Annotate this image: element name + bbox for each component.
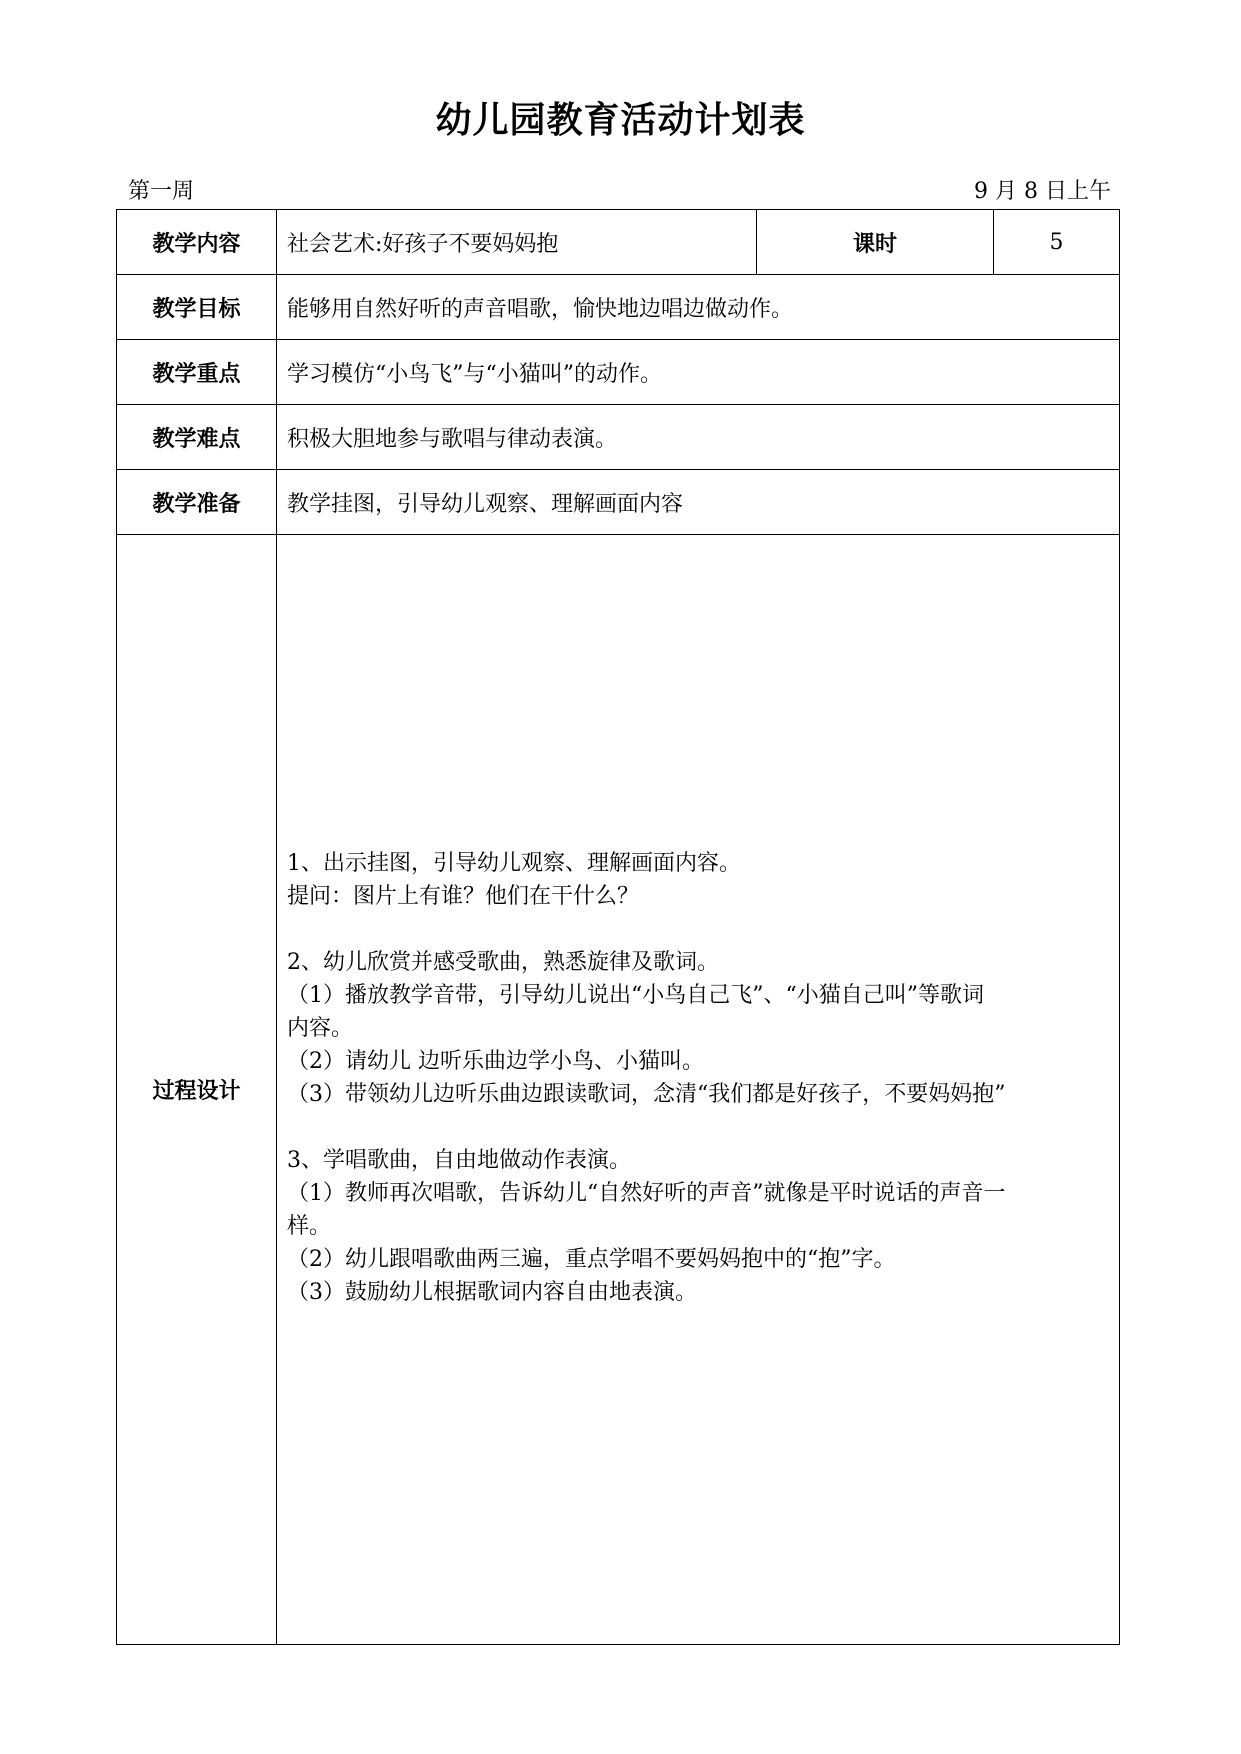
content-label: 教学内容 <box>117 210 277 275</box>
row-content <box>117 210 1120 275</box>
process-body <box>287 535 1111 1309</box>
process-line: （2）请幼儿 边听乐曲边学小鸟、小猫叫。 <box>287 1049 704 1074</box>
row-goal <box>117 275 1120 340</box>
process-line: 内容。 <box>287 1016 354 1041</box>
process-line: 提问：图片上有谁？他们在干什么？ <box>287 884 640 909</box>
process-line: （3）带领幼儿边听乐曲边跟读歌词，念清“我们都是好孩子，不要妈妈抱” <box>287 1082 1006 1107</box>
process-line: 样。 <box>287 1214 332 1239</box>
prep-label: 教学准备 <box>117 470 277 535</box>
process-line: 2、幼儿欣赏并感受歌曲，熟悉旋律及歌词。 <box>287 950 719 975</box>
prep-value: 教学挂图，引导幼儿观察、理解画面内容 <box>277 470 1120 535</box>
row-focus <box>117 340 1120 405</box>
row-prep <box>117 470 1120 535</box>
row-difficulty <box>117 405 1120 470</box>
row-process <box>117 535 1120 1645</box>
process-line: （1）播放教学音带，引导幼儿说出“小鸟自己飞”、“小猫自己叫”等歌词 <box>287 983 984 1008</box>
goal-label: 教学目标 <box>117 275 277 340</box>
process-blank-line <box>287 1111 1111 1144</box>
difficulty-value: 积极大胆地参与歌唱与律动表演。 <box>277 405 1120 470</box>
focus-value: 学习模仿“小鸟飞”与“小猫叫”的动作。 <box>277 340 1120 405</box>
focus-label: 教学重点 <box>117 340 277 405</box>
hours-label: 课时 <box>757 210 994 275</box>
process-cell <box>277 535 1120 1645</box>
week-label: 第一周 <box>128 179 195 204</box>
hours-value: 5 <box>994 210 1120 275</box>
process-line: （2）幼儿跟唱歌曲两三遍，重点学唱不要妈妈抱中的“抱”字。 <box>287 1247 896 1272</box>
plan-table <box>116 209 1120 1645</box>
process-line: （1）教师再次唱歌，告诉幼儿“自然好听的声音”就像是平时说话的声音一 <box>287 1181 1006 1206</box>
date-label: 9 月 8 日上午 <box>974 179 1111 204</box>
process-blank-line <box>287 913 1111 946</box>
process-label: 过程设计 <box>117 535 277 1645</box>
page-title: 幼儿园教育活动计划表 <box>435 100 806 141</box>
process-line: （3）鼓励幼儿根据歌词内容自由地表演。 <box>287 1280 697 1305</box>
goal-value: 能够用自然好听的声音唱歌，愉快地边唱边做动作。 <box>277 275 1120 340</box>
content-value: 社会艺术:好孩子不要妈妈抱 <box>277 210 757 275</box>
difficulty-label: 教学难点 <box>117 405 277 470</box>
process-line: 1、出示挂图，引导幼儿观察、理解画面内容。 <box>287 851 741 876</box>
process-line: 3、学唱歌曲，自由地做动作表演。 <box>287 1148 631 1173</box>
